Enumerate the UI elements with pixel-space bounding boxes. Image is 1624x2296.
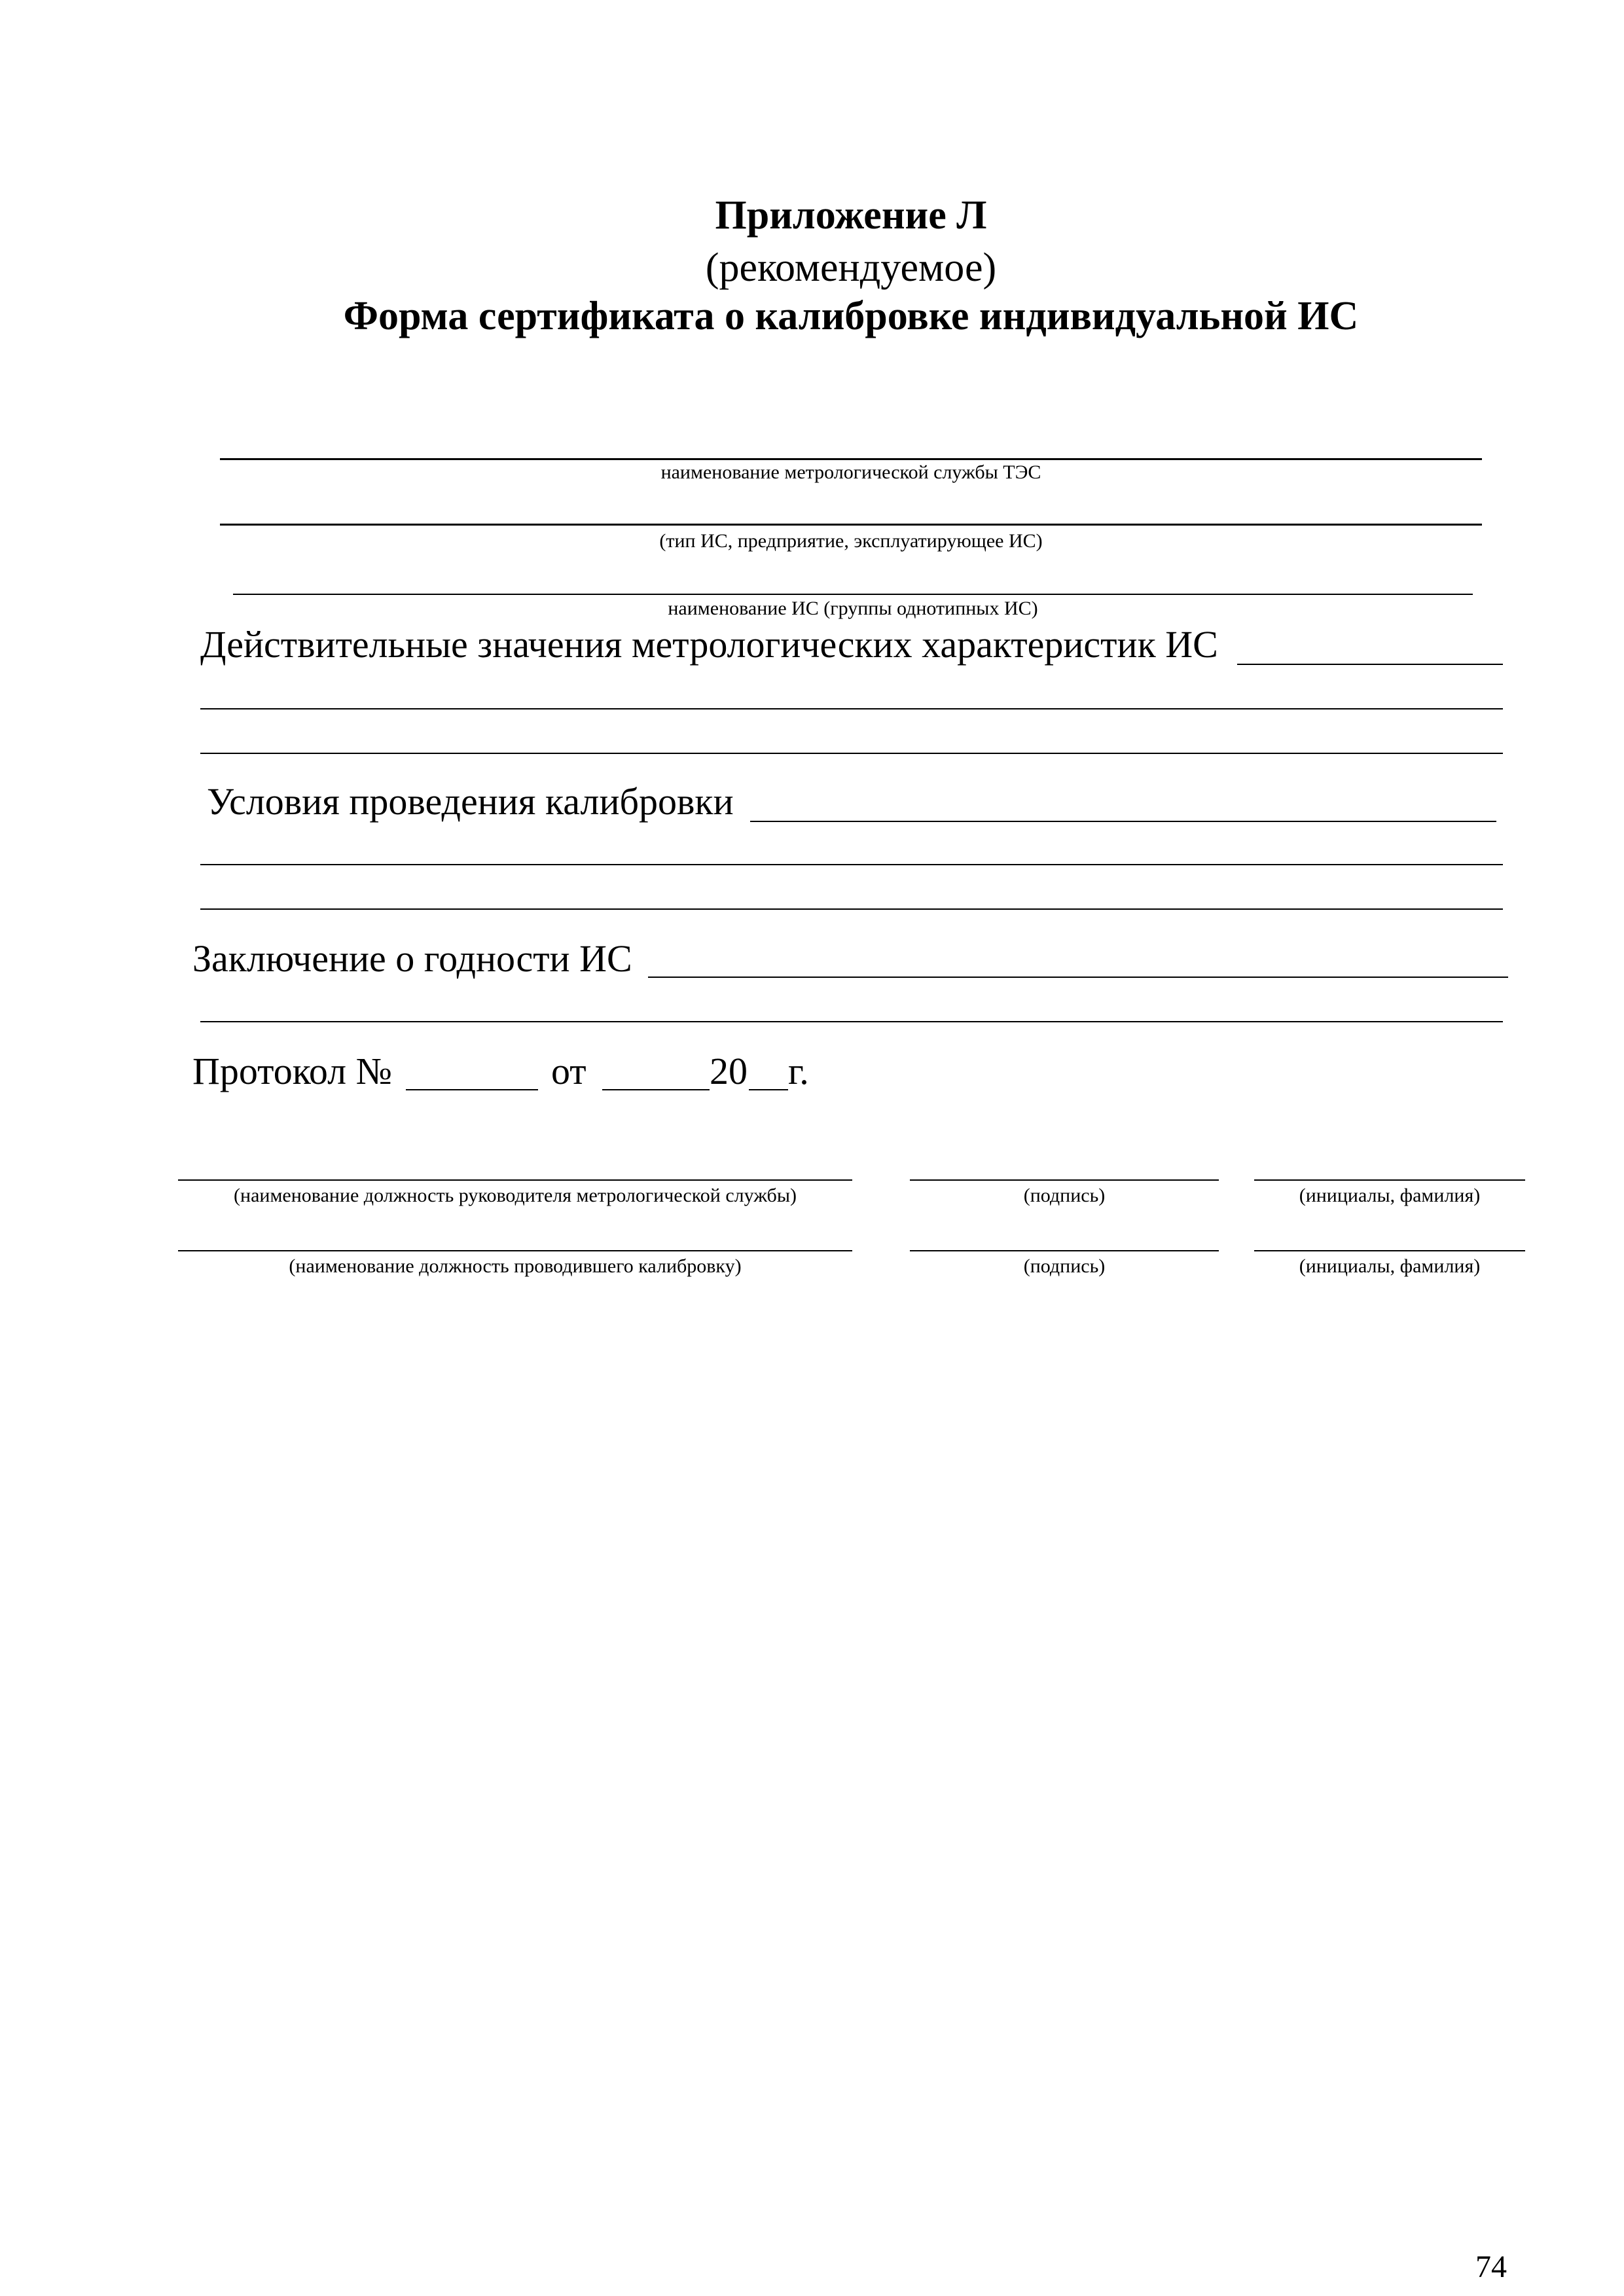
is-type-line	[220, 524, 1482, 526]
appendix-subtitle: (рекомендуемое)	[705, 245, 997, 290]
head-name-line	[1254, 1179, 1525, 1181]
protocol-from-label: от	[551, 1050, 586, 1092]
calibrator-name-caption: (инициалы, фамилия)	[1299, 1255, 1481, 1277]
is-name-caption: наименование ИС (группы однотипных ИС)	[668, 598, 1038, 619]
is-name-line	[233, 594, 1473, 595]
protocol-year-prefix: 20	[710, 1050, 748, 1092]
characteristics-line-1	[200, 708, 1503, 709]
conditions-label: Условия проведения калибровки	[207, 780, 734, 823]
calibrator-position-caption: (наименование должность проводившего калибровку)	[289, 1255, 742, 1277]
conclusion-label: Заключение о годности ИС	[192, 937, 632, 980]
conditions-line-1	[200, 864, 1503, 865]
service-name-line	[220, 458, 1482, 460]
head-name-caption: (инициалы, фамилия)	[1299, 1185, 1481, 1206]
head-signature-caption: (подпись)	[1023, 1185, 1106, 1206]
characteristics-line-2	[200, 753, 1503, 754]
protocol-date-line	[602, 1089, 710, 1090]
protocol-year-suffix: г.	[788, 1050, 809, 1092]
conclusion-line-1	[200, 1021, 1503, 1022]
calibrator-signature-caption: (подпись)	[1023, 1255, 1106, 1277]
head-signature-line	[910, 1179, 1219, 1181]
conditions-line-2	[200, 908, 1503, 910]
conditions-line-0	[750, 821, 1496, 822]
service-name-caption: наименование метрологической службы ТЭС	[660, 461, 1041, 483]
head-position-line	[178, 1179, 852, 1181]
calibrator-position-line	[178, 1250, 852, 1251]
page-number: 74	[1475, 2250, 1507, 2284]
protocol-label: Протокол №	[192, 1050, 392, 1092]
characteristics-line-0	[1237, 664, 1503, 665]
calibrator-name-line	[1254, 1250, 1525, 1251]
protocol-year-line	[749, 1089, 788, 1090]
protocol-number-line	[406, 1089, 538, 1090]
is-type-caption: (тип ИС, предприятие, эксплуатирующее ИС)	[659, 530, 1043, 552]
characteristics-label: Действительные значения метрологических характеристик ИС	[200, 623, 1218, 666]
calibrator-signature-line	[910, 1250, 1219, 1251]
head-position-caption: (наименование должность руководителя метрологической службы)	[234, 1185, 797, 1206]
form-title: Форма сертификата о калибровке индивидуальной ИС	[343, 294, 1359, 338]
appendix-title: Приложение Л	[715, 193, 987, 238]
conclusion-line-0	[648, 977, 1508, 978]
